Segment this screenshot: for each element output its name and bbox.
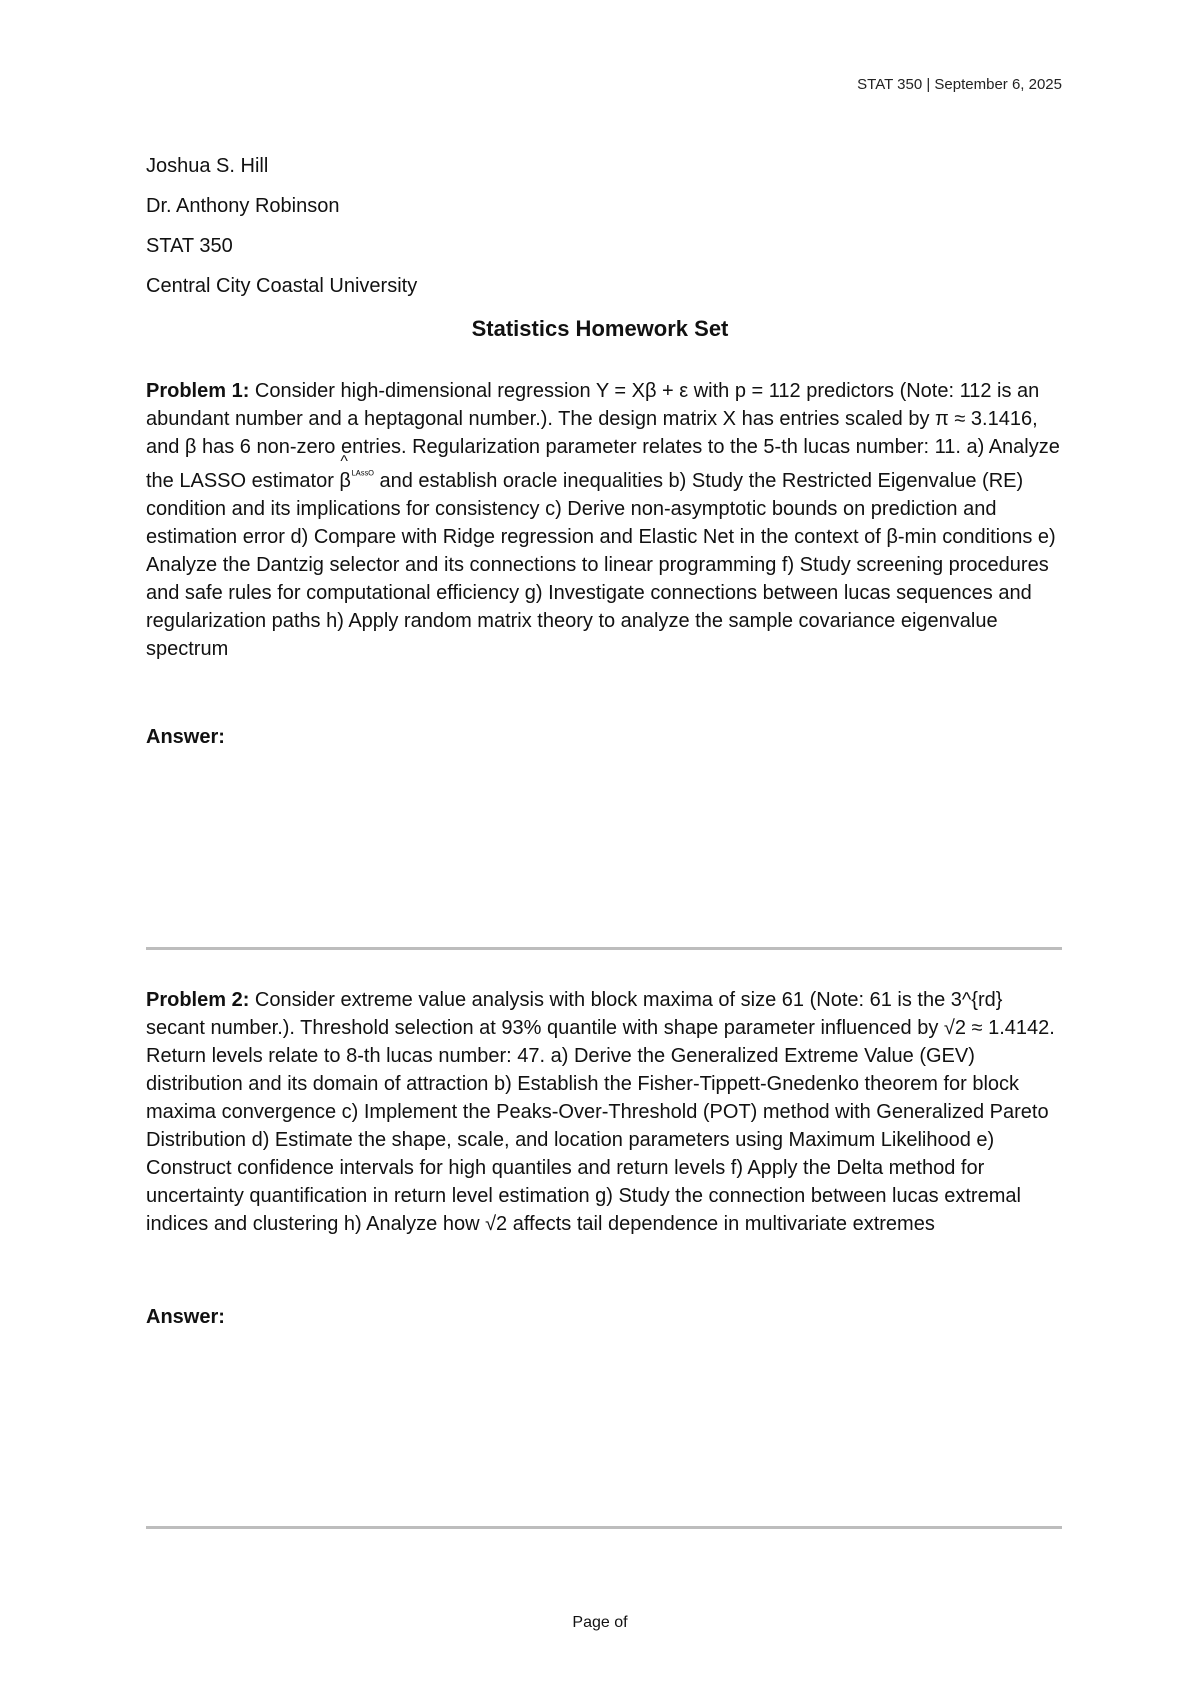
problem-1-answer-label: Answer: [146, 726, 225, 748]
estimator-beta: β [339, 470, 351, 492]
problem-1-label: Problem 1: [146, 380, 250, 402]
problem-1 [146, 377, 1062, 663]
problem-1-text-after: and establish oracle inequalities b) Study the Restricted Eigenvalue (RE) condition and its implications for consistency c) Derive non-asymptotic bounds on prediction and estimation error d) Compare with Ridge regression and Elastic Net in the context of β-min conditions e) Analyze the Dantzig selector and its connections to linear programming f) Study screening procedures and safe rules for computational efficiency g) Investigate connections between lucas sequences and regularization paths h) Apply random matrix theory to analyze the sample covariance eigenvalue spectrum [146, 470, 1056, 660]
author-block [146, 146, 417, 306]
estimator-superscript: ᴸᴬˢˢᴼ [351, 469, 374, 481]
student-name: Joshua S. Hill [146, 155, 269, 177]
university-name: Central City Coastal University [146, 275, 418, 297]
problem-2-text: Consider extreme value analysis with block maxima of size 61 (Note: 61 is the 3^{rd} secant number.). Threshold selection at 93% quantile with shape parameter influenced by √2 ≈ 1.4142. Return levels relate to 8-th lucas number: 47. a) Derive the Generalized Extreme Value (GEV) distribution and its domain of attraction b) Establish the Fisher-Tippett-Gnedenko theorem for block maxima convergence c) Implement the Peaks-Over-Threshold (POT) method with Generalized Pareto Distribution d) Estimate the shape, scale, and location parameters using Maximum Likelihood e) Construct confidence intervals for high quantiles and return levels f) Apply the Delta method for uncertainty quantification in return level estimation g) Study the connection between lucas extremal indices and clustering h) Analyze how √2 affects tail dependence in multivariate extremes [146, 989, 1055, 1235]
problem-2 [146, 986, 1062, 1238]
section-divider [146, 947, 1062, 950]
lasso-estimator-symbol [339, 453, 374, 495]
section-divider [146, 1526, 1062, 1529]
problem-2-answer-label: Answer: [146, 1306, 225, 1328]
running-header: STAT 350 | September 6, 2025 [857, 76, 1062, 93]
problem-1-text-before: Consider high-dimensional regression Y = Xβ + ε with p = 112 predictors (Note: 112 is an abundant number and a heptagonal number.). The design matrix X has entries scaled by π ≈ 3.1416, and β has 6 non-zero entries. Regularization parameter relates to the 5-th lucas number: 11. a) Analyze the LASSO estimator [146, 380, 1060, 492]
document-title: Statistics Homework Set [471, 316, 729, 341]
course-name: STAT 350 [146, 235, 233, 257]
problem-2-label: Problem 2: [146, 989, 250, 1011]
page-footer: Page of [572, 1614, 628, 1631]
estimator-hat: ^ [340, 453, 348, 470]
instructor-name: Dr. Anthony Robinson [146, 195, 340, 217]
